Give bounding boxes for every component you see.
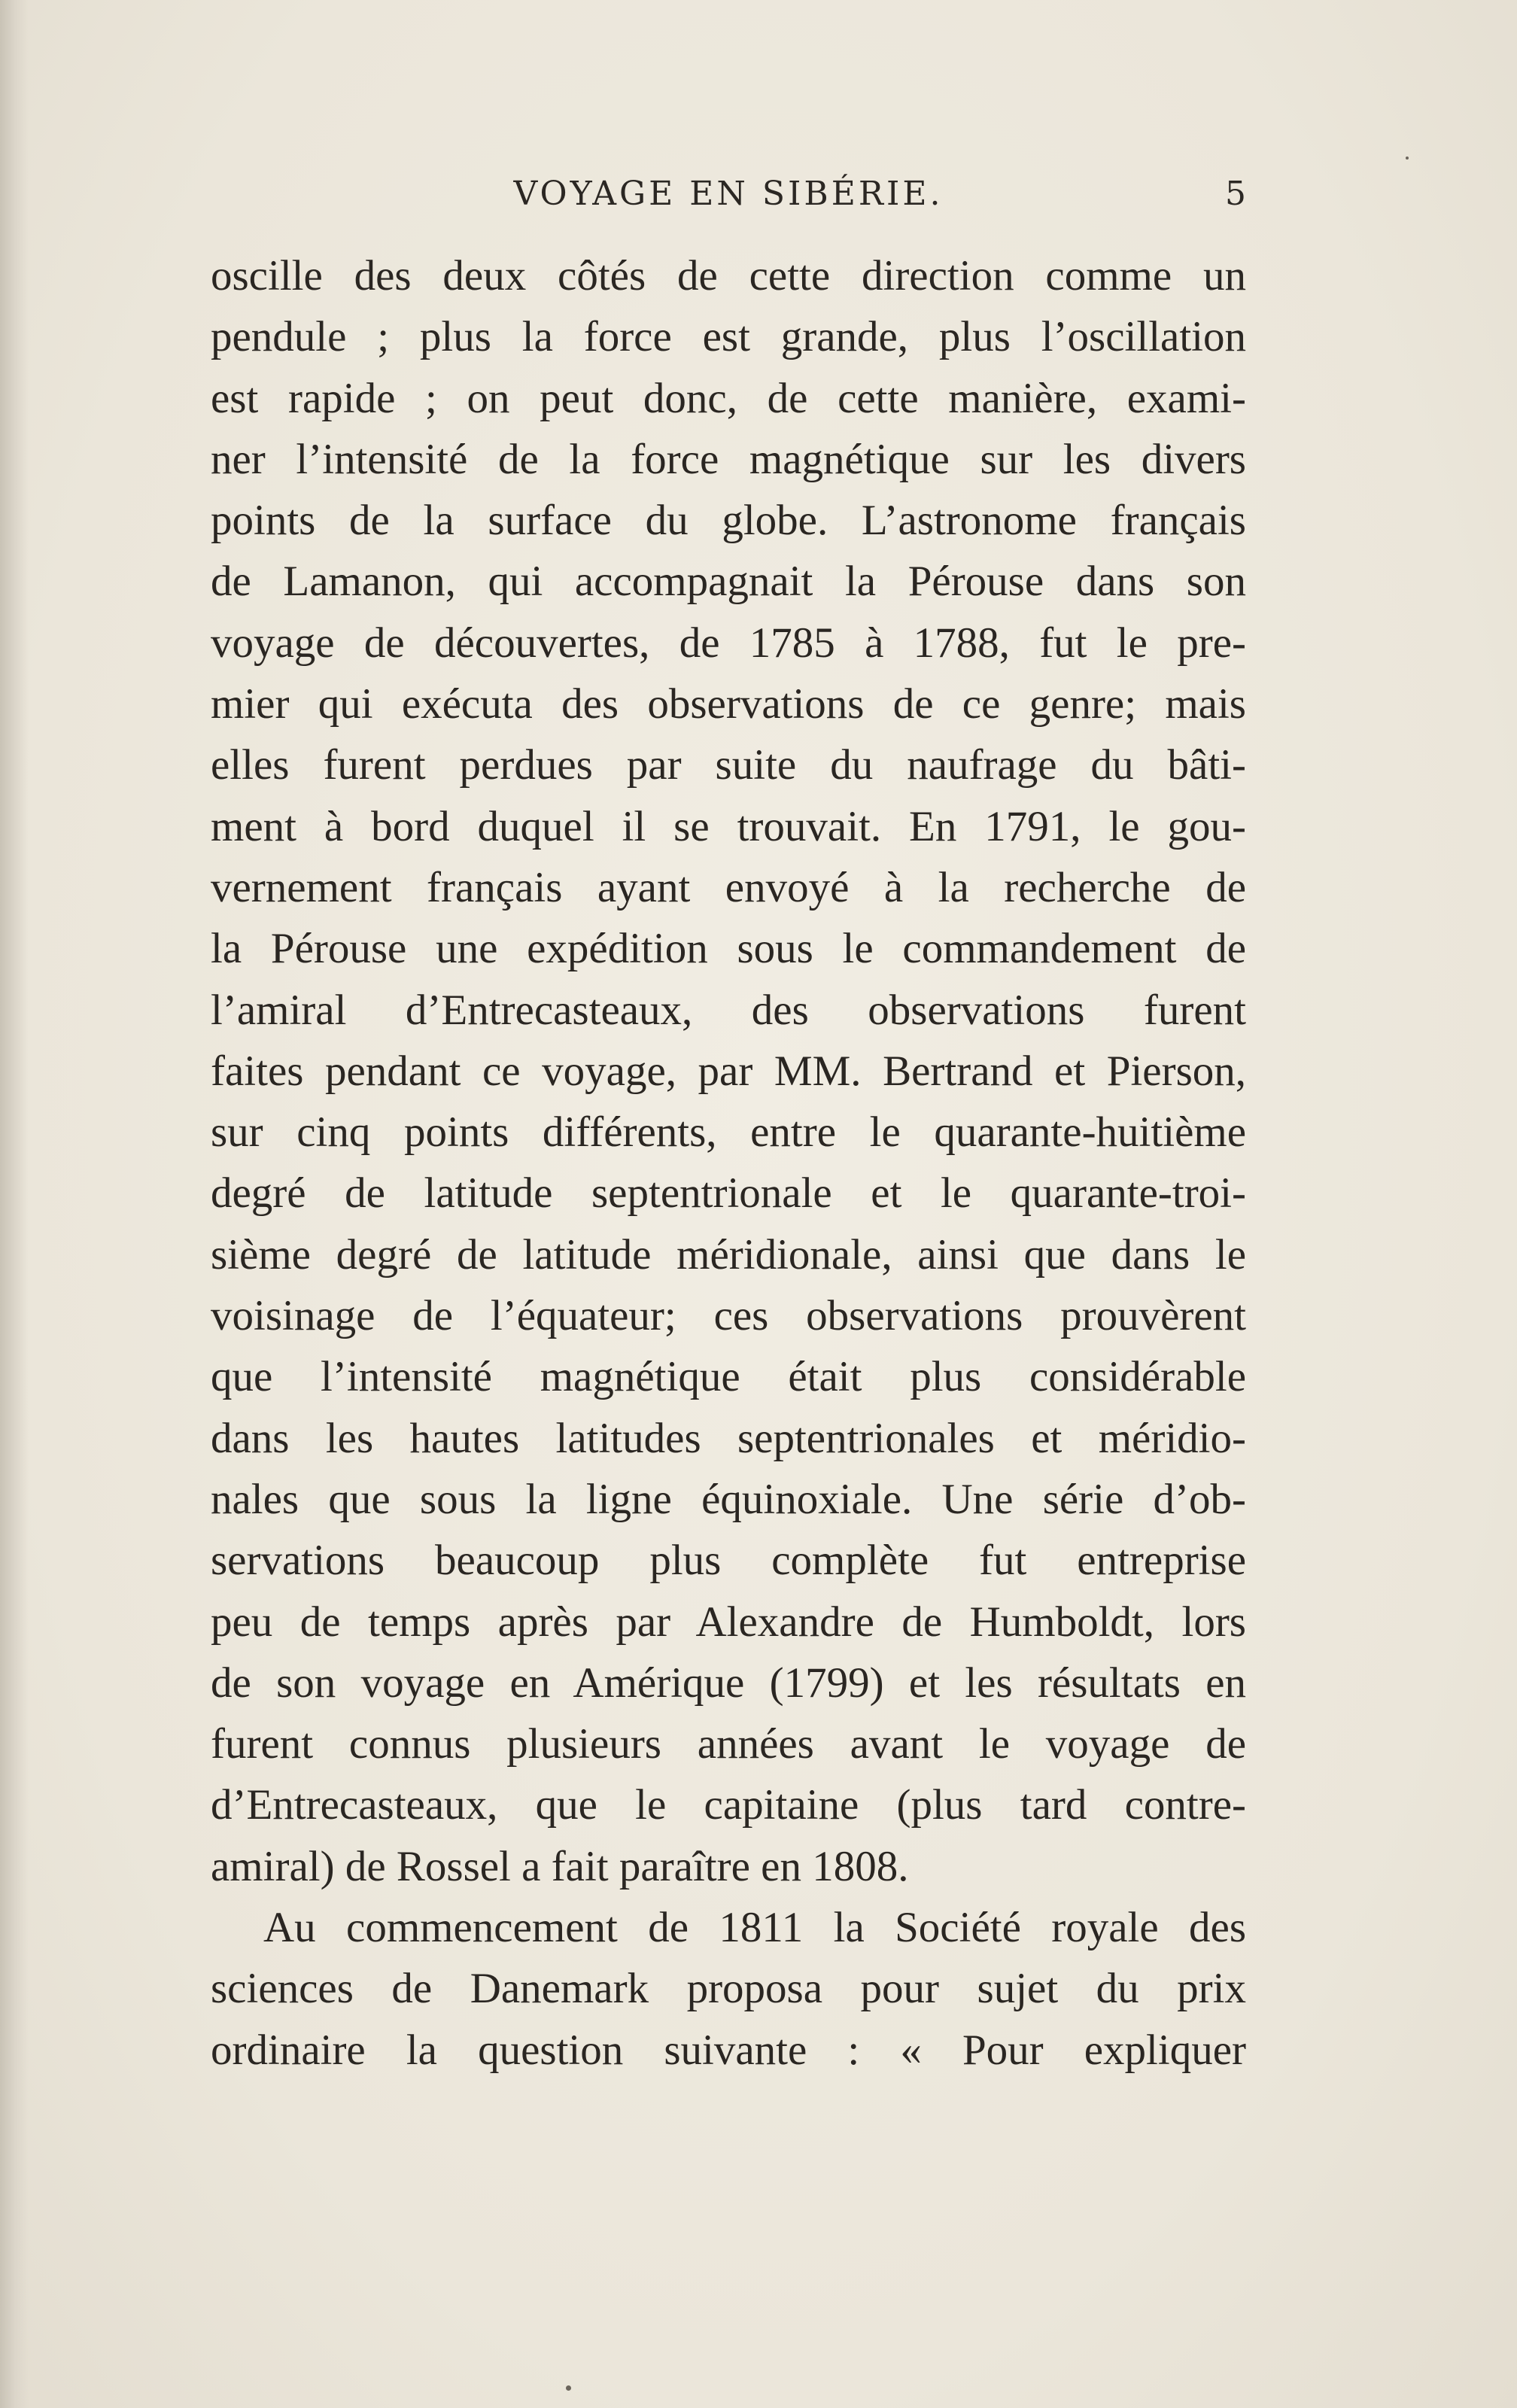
text-line: degré de latitude septentrionale et le quarante-troi-	[211, 1169, 1246, 1218]
text-line: pendule ; plus la force est grande, plus l’oscillation	[211, 313, 1246, 361]
text-line: sième degré de latitude méridionale, ainsi que dans le	[211, 1230, 1246, 1278]
text-line: sciences de Danemark proposa pour sujet du prix	[211, 1965, 1246, 2013]
running-head	[211, 172, 1246, 217]
text-line: ner l’intensité de la force magnétique sur les divers	[211, 435, 1246, 483]
text-line: points de la surface du globe. L’astronome français	[211, 497, 1246, 545]
text-line: nales que sous la ligne équinoxiale. Une série d’ob-	[211, 1475, 1246, 1523]
text-line: peu de temps après par Alexandre de Humboldt, lors	[211, 1598, 1246, 1646]
text-line: la Pérouse une expédition sous le commandement de	[211, 925, 1246, 973]
paragraph-end-line: amiral) de Rossel a fait paraître en 1808.	[211, 1842, 909, 1890]
text-line: sur cinq points différents, entre le quarante-huitième	[211, 1108, 1246, 1157]
text-line: voyage de découvertes, de 1785 à 1788, fut le pre-	[211, 619, 1246, 667]
paper-speck	[566, 2385, 571, 2391]
text-line: ment à bord duquel il se trouvait. En 1791, le gou-	[211, 802, 1246, 850]
paper-speck	[1406, 157, 1409, 160]
page-number: 5	[1225, 175, 1246, 213]
text-line: servations beaucoup plus complète fut entreprise	[211, 1537, 1246, 1585]
text-line: l’amiral d’Entrecasteaux, des observations furent	[211, 986, 1246, 1034]
text-line: d’Entrecasteaux, que le capitaine (plus tard contre-	[211, 1781, 1246, 1829]
text-line: dans les hautes latitudes septentrionales et méridio-	[211, 1414, 1246, 1462]
text-line: furent connus plusieurs années avant le voyage de	[211, 1720, 1246, 1768]
text-line: mier qui exécuta des observations de ce genre; mais	[211, 680, 1246, 728]
text-line: faites pendant ce voyage, par MM. Bertrand et Pierson,	[211, 1047, 1246, 1095]
body-text	[211, 245, 1246, 2081]
text-line: est rapide ; on peut donc, de cette manière, exami-	[211, 374, 1246, 422]
text-line: elles furent perdues par suite du naufrage du bâti-	[211, 741, 1246, 789]
running-title: VOYAGE EN SIBÉRIE.	[513, 175, 944, 213]
text-line: de Lamanon, qui accompagnait la Pérouse dans son	[211, 558, 1246, 606]
text-line: voisinage de l’équateur; ces observations prouvèrent	[211, 1292, 1246, 1340]
text-line: de son voyage en Amérique (1799) et les résultats en	[211, 1659, 1246, 1707]
text-line: vernement français ayant envoyé à la recherche de	[211, 863, 1246, 911]
page-gutter-shadow	[0, 0, 29, 2408]
text-line: oscille des deux côtés de cette direction comme un	[211, 252, 1246, 299]
text-line: que l’intensité magnétique était plus considérable	[211, 1353, 1246, 1401]
paragraph-start-line: Au commencement de 1811 la Société royale des	[263, 1904, 1246, 1952]
text-line: ordinaire la question suivante : « Pour expliquer	[211, 2026, 1246, 2074]
